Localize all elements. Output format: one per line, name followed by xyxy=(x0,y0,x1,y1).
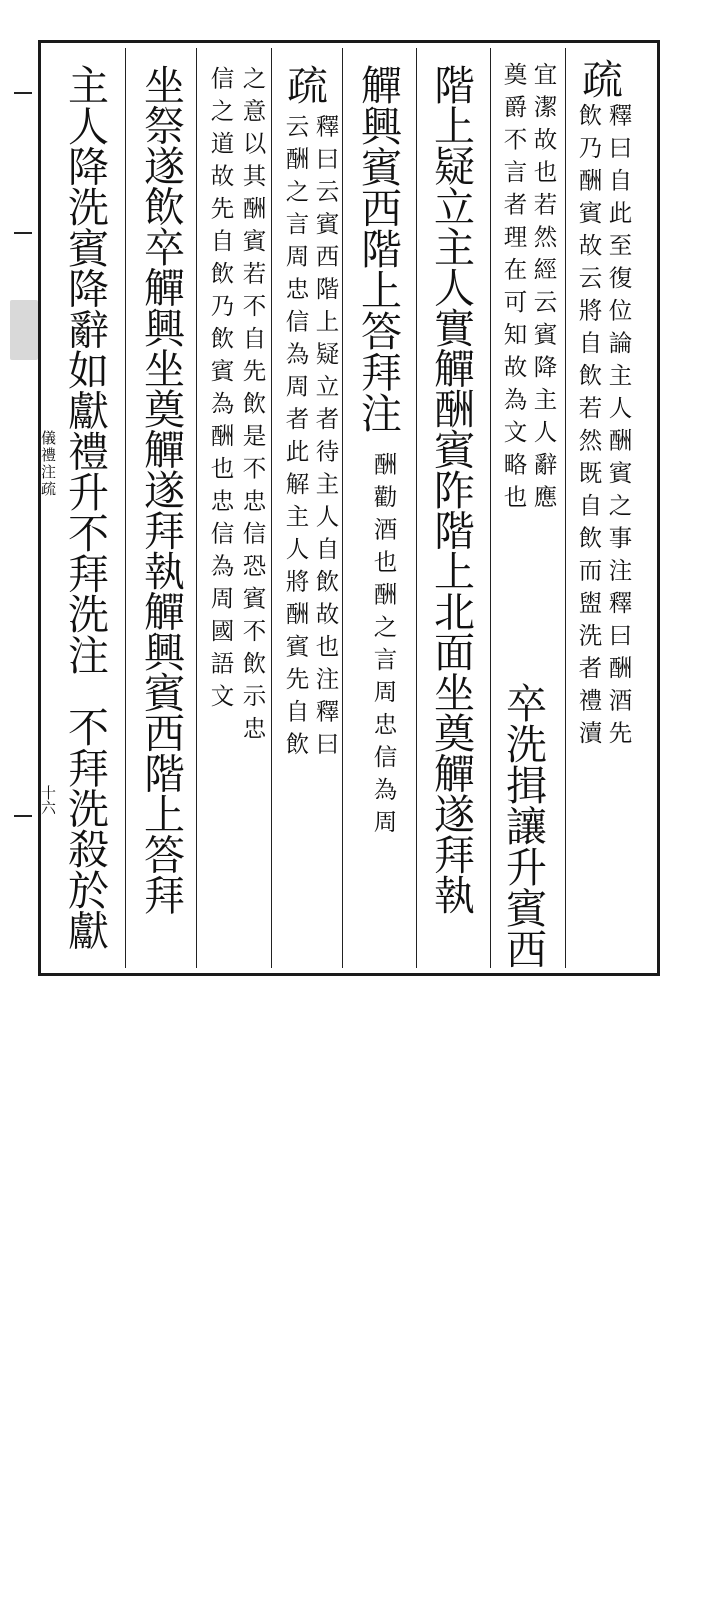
text-column-4-note: 酬勸酒也酬之言周忠信為周 xyxy=(369,452,398,842)
text-column-4-main: 觶興賓西階上答拜注 xyxy=(354,64,402,433)
text-column-2-line-a: 宜潔故也若然經云賓降主人辭應 xyxy=(529,62,558,517)
text-column-8-main: 主人降洗賓降辭如獻禮升不拜洗注 xyxy=(61,64,109,675)
text-column-1-line-a: 釋曰自此至復位論主人酬賓之事注釋曰酬酒先 xyxy=(604,103,633,753)
column-rule xyxy=(342,48,343,968)
text-column-7: 坐祭遂飲卒觶興坐奠觶遂拜執觶興賓西階上答拜 xyxy=(137,64,185,915)
column-rule xyxy=(416,48,417,968)
text-column-6-line-a: 之意以其酬賓若不自先飲是不忠信恐賓不飲示忠 xyxy=(238,66,267,749)
page-frame xyxy=(38,40,660,976)
text-column-3: 階上疑立主人實觶酬賓阼階上北面坐奠觶遂拜執 xyxy=(427,64,475,915)
page-fold-shadow xyxy=(10,300,38,360)
text-column-6-line-b: 信之道故先自飲乃飲賓為酬也忠信為周國語文 xyxy=(206,66,235,716)
text-column-1-line-b: 飲乃酬賓故云將自飲若然既自飲而盥洗者禮瀆 xyxy=(574,103,603,753)
column-rule xyxy=(490,48,491,968)
fold-mark xyxy=(14,92,32,94)
text-column-2-line-b: 奠爵不言者理在可知故為文略也 xyxy=(499,62,528,517)
fold-mark xyxy=(14,815,32,817)
text-column-5-line-b: 云酬之言周忠信為周者此解主人將酬賓先自飲 xyxy=(281,114,310,764)
column-rule xyxy=(196,48,197,968)
book-title: 儀禮注疏 xyxy=(39,430,57,498)
page-number: 十六 xyxy=(39,785,57,815)
shu-commentary-marker: 疏 xyxy=(575,58,623,99)
margin-strip xyxy=(10,40,38,976)
column-rule xyxy=(565,48,566,968)
text-column-2-main: 卒洗揖讓升賓西 xyxy=(499,682,547,969)
shu-commentary-marker: 疏 xyxy=(280,64,328,105)
column-rule xyxy=(125,48,126,968)
fold-mark xyxy=(14,232,32,234)
text-column-5-line-a: 釋曰云賓西階上疑立者待主人自飲故也注釋曰 xyxy=(311,114,340,764)
column-rule xyxy=(271,48,272,968)
text-column-8-note: 不拜洗殺於獻 xyxy=(61,706,109,951)
